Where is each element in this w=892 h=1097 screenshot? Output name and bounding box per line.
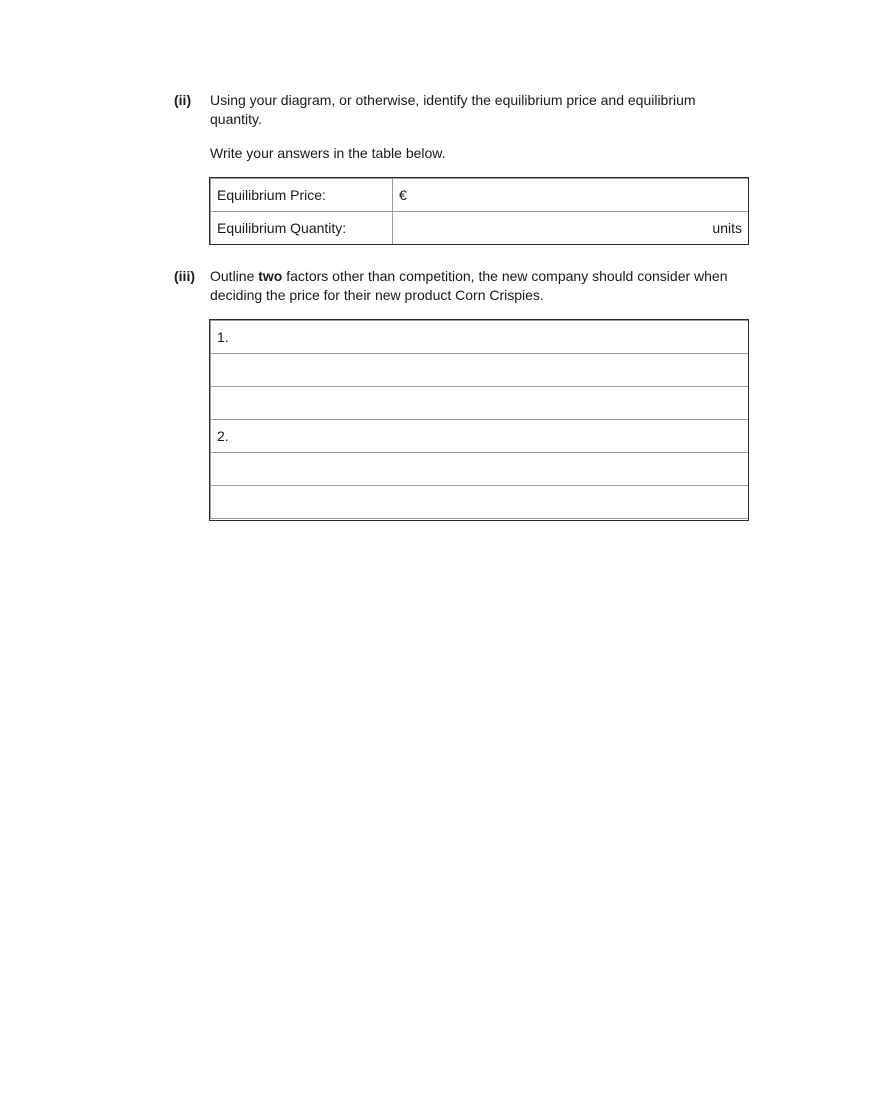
- table-row: [211, 420, 749, 453]
- answer-line-2[interactable]: [211, 354, 749, 387]
- table-row: [211, 453, 749, 486]
- table-row: [211, 321, 749, 354]
- instruction-text: Write your answers in the table below.: [210, 145, 446, 161]
- equilibrium-quantity-label: Equilibrium Quantity:: [211, 212, 393, 245]
- factors-answer-table: [210, 320, 749, 519]
- equilibrium-price-answer-cell[interactable]: €: [393, 179, 749, 212]
- table-row: [211, 212, 749, 245]
- answer-line-5[interactable]: [211, 453, 749, 486]
- answer-line-1[interactable]: 1.: [211, 321, 749, 354]
- table-row: [211, 179, 749, 212]
- table-row: [211, 354, 749, 387]
- answer-line-4[interactable]: 2.: [211, 420, 749, 453]
- text-segment: Outline: [210, 268, 259, 284]
- table-row: [211, 387, 749, 420]
- question-label-iii: (iii): [174, 268, 195, 284]
- equilibrium-answer-table: [210, 178, 749, 245]
- table-row: [211, 486, 749, 519]
- question-text-iii: [210, 267, 770, 305]
- question-text-ii: [210, 91, 770, 129]
- question-text-ii-line2: quantity.: [210, 111, 262, 127]
- emphasis-text: two: [258, 268, 283, 284]
- question-text-iii-line2: deciding the price for their new product Corn Crispies.: [210, 287, 544, 303]
- equilibrium-price-label: Equilibrium Price:: [211, 179, 393, 212]
- equilibrium-quantity-answer-cell[interactable]: units: [393, 212, 749, 245]
- question-text-iii-line1: [210, 267, 770, 286]
- answer-line-6[interactable]: [211, 486, 749, 519]
- text-segment: factors other than competition, the new company should consider when: [282, 268, 728, 284]
- answer-line-3[interactable]: [211, 387, 749, 420]
- question-text-ii-line1: Using your diagram, or otherwise, identify the equilibrium price and equilibrium: [210, 92, 696, 108]
- question-label-ii: (ii): [174, 92, 192, 108]
